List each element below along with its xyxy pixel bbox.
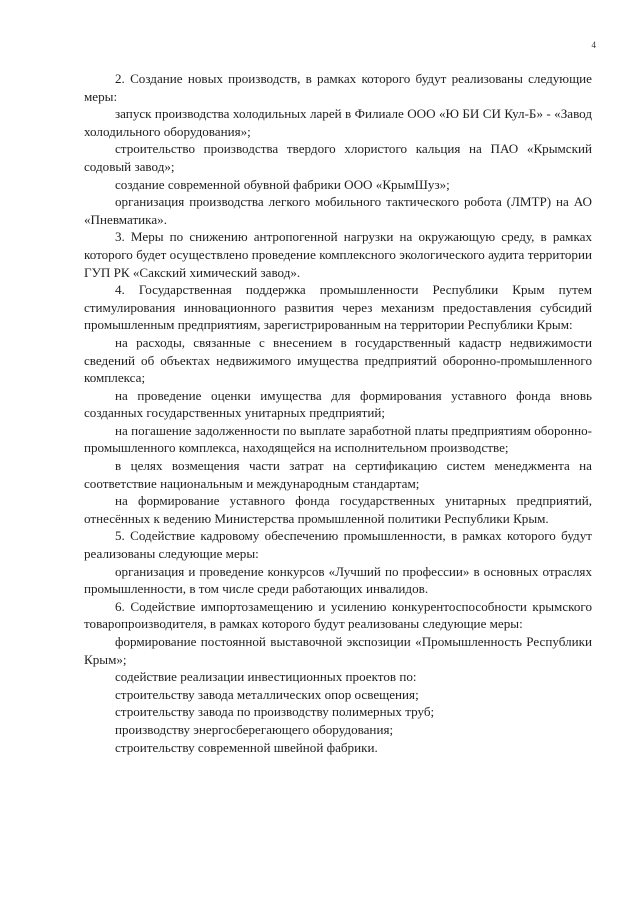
paragraph-measure: создание современной обувной фабрики ООО «КрымШуз»; bbox=[115, 176, 450, 192]
paragraph-measure: строительству завода по производству полимерных труб; bbox=[115, 704, 435, 720]
paragraph-measure: производству энергосберегающего оборудования; bbox=[115, 721, 394, 737]
paragraph-measure: строительству современной швейной фабрики. bbox=[115, 739, 378, 755]
paragraph-measure: на расходы, связанные с внесением в государственный кадастр недвижимости сведений об объектах недвижимого имущества предприятий оборонно-промышленного комплекса; bbox=[84, 334, 592, 386]
paragraph-measure: организация и проведение конкурсов «Лучший по профессии» в основных отраслях промышленности, в том числе среди работающих инвалидов. bbox=[84, 563, 592, 597]
paragraph-section-5-title: 5. Содействие кадровому обеспечению промышленности, в рамках которого будут реализованы следующие меры: bbox=[84, 528, 592, 562]
paragraph-measure: на погашение задолженности по выплате заработной платы предприятиям оборонно-промышленного комплекса, находящейся на исполнительном производстве; bbox=[84, 422, 592, 456]
paragraph-section-6-title: 6. Содействие импортозамещению и усилению конкурентоспособности крымского товаропроизводителя, в рамках которого будут реализованы следующие меры: bbox=[84, 598, 592, 632]
page-number: 4 bbox=[591, 40, 596, 50]
paragraph-measure: организация производства легкого мобильного тактического робота (ЛМТР) на АО «Пневматика». bbox=[84, 194, 592, 227]
paragraph-section-2-title: 2. Создание новых производств, в рамках которого будут реализованы следующие меры: bbox=[84, 71, 592, 104]
paragraph-measure: на формирование уставного фонда государственных унитарных предприятий, отнесённых к ведению Министерства промышленной политики Республики Крым. bbox=[84, 493, 592, 526]
paragraph-measure: содействие реализации инвестиционных проектов по: bbox=[115, 669, 417, 685]
paragraph-measure: формирование постоянной выставочной экспозиции «Промышленность Республики Крым»; bbox=[84, 634, 592, 667]
paragraph-measure: в целях возмещения части затрат на сертификацию систем менеджмента на соответствие национальным и международным стандартам; bbox=[84, 458, 592, 491]
paragraph-measure: запуск производства холодильных ларей в Филиале ООО «Ю БИ СИ Кул-Б» - «Завод холодильного оборудования»; bbox=[84, 106, 592, 139]
paragraph-section-3: 3. Меры по снижению антропогенной нагрузки на окружающую среду, в рамках которого будет осуществлено проведение комплексного экологического аудита территории ГУП РК «Сакский химический завод». bbox=[84, 229, 592, 280]
paragraph-measure: строительству завода металлических опор освещения; bbox=[115, 686, 419, 702]
paragraph-measure: строительство производства твердого хлористого кальция на ПАО «Крымский содовый завод»; bbox=[84, 141, 592, 174]
document-body bbox=[84, 70, 592, 756]
paragraph-measure: на проведение оценки имущества для формирования уставного фонда вновь созданных государственных унитарных предприятий; bbox=[84, 387, 592, 421]
paragraph-section-4-title: 4. Государственная поддержка промышленности Республики Крым путем стимулирования инновационного развития через механизм предоставления субсидий промышленным предприятиям, зарегистрированным на территории Республики Крым: bbox=[84, 282, 592, 333]
